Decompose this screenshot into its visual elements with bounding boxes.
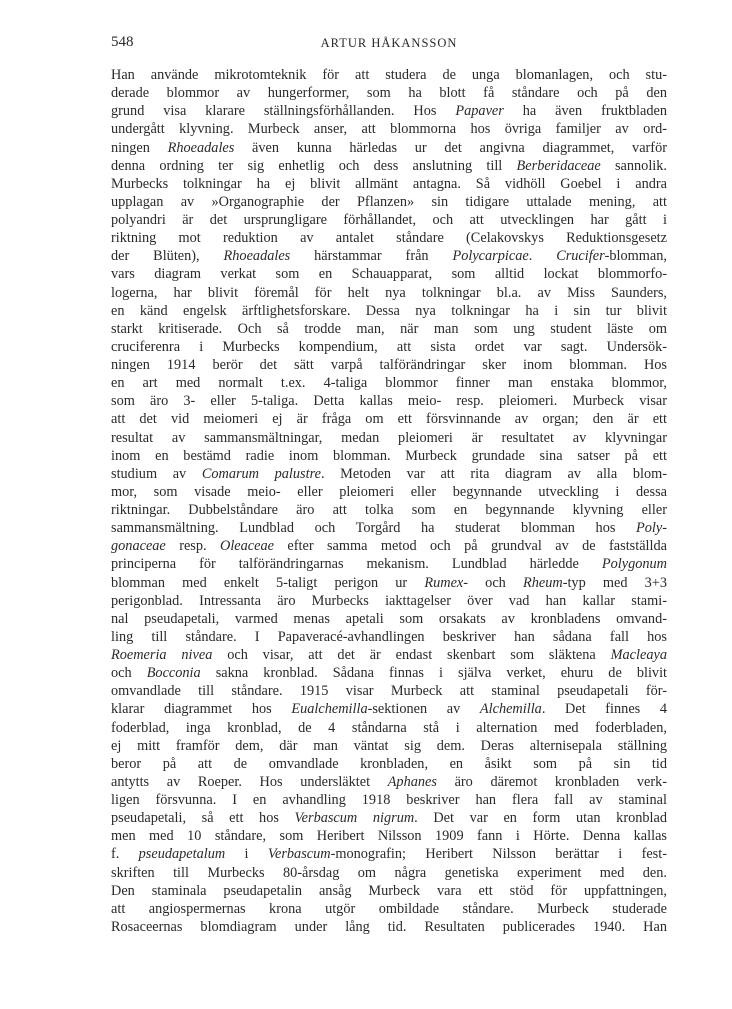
text-segment: att det vid meiomeri ej är fråga om ett försvinnande av organ; den är ett [111,411,667,428]
text-line [111,610,667,628]
text-segment: inom en bestämd radie inom blomman. Murbeck grundade sina satser på ett [111,447,667,464]
text-segment: härstammar från [290,248,453,265]
text-segment: principerna för talförändringarnas mekanism. Lundblad härledde [111,556,602,573]
text-segment: der Blüten), [111,248,224,265]
text-line [111,139,667,157]
text-segment: starkt kritiserade. Och så trodde man, när man som ung student läste om [111,320,667,337]
italic-term: Rheum [522,574,563,591]
text-line [111,175,667,193]
text-segment: även kunna härledas ur det angivna diagrammet, varför [234,139,667,156]
text-line [111,247,667,265]
text-line [111,66,667,84]
text-line [111,519,667,537]
italic-term: Papaver [455,103,504,120]
text-line [111,900,667,918]
italic-term: Rhoeadales [167,139,235,156]
text-line [111,737,667,755]
text-segment: sakna kronblad. Sådana finnas i själva verket, ehuru de blivit [200,665,668,682]
text-line [111,827,667,845]
text-segment: ej mitt framför dem, där man väntat sig dem. Deras alternisepala ställning [111,737,667,754]
text-segment: . Det var en form utan kronblad [414,810,667,827]
text-line [111,284,667,302]
text-line [111,193,667,211]
text-segment: . Det finnes 4 [541,701,668,718]
text-segment: beror på att de omvandlade kronbladen, en åsikt som på sin tid [111,755,667,772]
italic-term: Berberidaceae [516,157,601,174]
italic-term: Macleaya [610,647,667,663]
text-line [111,302,667,320]
text-segment: ningen [111,139,168,156]
text-segment: Den staminala pseudapetalin ansåg Murbeck vara ett stöd för uppfattningen, [111,882,667,899]
text-segment: . Metoden var att rita diagram av alla blom- [320,465,668,482]
text-segment: -typ med 3+3 [562,574,667,591]
text-segment: perigonblad. Intressanta äro Murbecks iakttagelser över vad han kallar stami- [111,592,667,609]
italic-term: Roemeria nivea [111,647,213,663]
text-line [111,338,667,356]
text-segment: Rosaceernas blomdiagram under lång tid. Resultaten publicerades 1940. Han [111,918,667,935]
text-segment: resultat av sammansmältningar, medan pleiomeri är resultatet av klyvningar [111,429,667,446]
text-line [111,791,667,809]
italic-term: Verbascum nigrum [294,810,415,827]
italic-term: Eualchemilla [291,701,368,718]
text-segment: som äro 3- eller 5-taliga. Detta kallas meio- resp. pleiomeri. Murbeck visar [111,393,667,410]
text-segment: och [111,665,147,682]
text-line [111,265,667,283]
text-segment: studium av [111,465,202,482]
page-header [111,34,667,54]
text-line [111,429,667,447]
text-line [111,755,667,773]
text-segment: -sektionen av [367,701,480,718]
text-segment: men med 10 ståndare, som Heribert Nilsson 1909 fann i Hörte. Denna kallas [111,828,667,845]
text-segment: -blomman, [604,248,667,265]
text-line [111,664,667,682]
text-segment: logerna, har blivit föremål för helt nya tolkningar bl.a. av Miss Saunders, [111,284,667,301]
text-segment: grund visa klarare ställningsförhållanden. Hos [111,103,456,120]
text-segment: . [528,248,557,265]
text-segment: denna ordning ter sig enhetlig och dess anslutning till [111,157,517,174]
italic-term: pseudapetalum [138,846,226,863]
text-segment: - och [463,574,523,591]
text-line [111,102,667,120]
text-segment: f. [111,846,139,863]
text-segment: en art med normalt t.ex. 4-taliga blommor finner man enstaka blommor, [111,375,667,392]
text-line [111,646,667,664]
italic-term: Verbascum [267,846,331,863]
text-segment: foderblad, inga kronblad, de 4 ståndarna stå i alternation med foderbladen, [111,719,667,736]
text-line [111,229,667,247]
text-line [111,882,667,900]
page-number: 548 [111,34,134,50]
text-segment: sannolik. [600,157,667,174]
text-segment: antytts av Roeper. Hos undersläktet [111,773,388,790]
text-segment: äro däremot kronbladen verk- [436,773,668,790]
text-line [111,410,667,428]
text-segment: riktningar. Dubbelståndare äro att tolka som en begynnande klyvning eller [111,502,667,518]
text-segment: pseudapetali, så ett hos [111,810,295,827]
text-line [111,682,667,700]
text-segment: en känd engelsk ärftlighetsforskare. Dessa nya tolkningar ha i sin tur blivit [111,302,667,319]
text-segment: blomman med enkelt 5-taligt perigon ur [111,574,425,591]
italic-term: Polygonum [601,556,667,573]
text-segment: skriften till Murbecks 80-årsdag om några genetiska experiment med den. [111,864,667,881]
text-segment: Murbecks tolkningar ha ej blivit allmänt antagna. Så vidhöll Goebel i andra [111,175,667,192]
text-line [111,809,667,827]
text-segment: resp. [165,538,220,555]
text-segment: undergått klyvning. Murbeck anser, att blommorna hos övriga familjer av ord- [111,121,667,138]
text-segment: nal pseudapetali, varmed menas apetali som orsakats av kronbladens omvand- [111,610,667,627]
text-line [111,211,667,229]
text-segment: sammansmältning. Lundblad och Torgård ha studerat blomman hos [111,520,637,537]
text-line [111,501,667,519]
italic-term: Alchemilla [479,701,542,718]
text-segment: ling till ståndare. I Papaveracé-avhandlingen beskriver han sådana fall hos [111,628,667,645]
body-text [111,66,667,936]
text-line [111,555,667,573]
text-line [111,628,667,646]
text-line [111,773,667,791]
text-segment: klarar diagrammet hos [111,701,292,718]
text-line [111,120,667,138]
text-line [111,864,667,882]
italic-term: Crucifer [556,248,605,265]
text-line [111,845,667,863]
text-line [111,84,667,102]
text-segment: i [225,846,268,863]
text-segment: efter samma metod och på grundval av de fastställda [273,538,667,555]
text-line [111,918,667,936]
text-line [111,465,667,483]
text-segment: upplagan av »Organographie der Pflanzen» sin tidigare uttalade mening, att [111,193,667,210]
running-head: ARTUR HÅKANSSON [320,36,458,50]
text-segment: derade blommor av hungerformer, som ha blott få ståndare och på den [111,85,667,102]
text-segment: omvandlade till ståndare. 1915 visar Murbeck att staminal pseudapetali för- [111,683,667,700]
italic-term: Aphanes [387,773,437,790]
text-segment: att angiospermernas krona utgör ombildade ståndare. Murbeck studerade [111,900,667,917]
text-line [111,374,667,392]
text-segment: polyandri är det ursprungligare förhållandet, och att utvecklingen har gått i [111,212,667,228]
text-line [111,157,667,175]
italic-term: Rhoeadales [223,248,291,265]
text-line [111,719,667,737]
italic-term: Bocconia [146,665,201,682]
text-segment: vars diagram verkat som en Schauapparat, som alltid lockat blommorfo- [111,266,667,283]
text-line [111,537,667,555]
text-segment: ligen försvunna. I en avhandling 1918 beskriver han flera fall av staminal [111,792,667,808]
italic-term: Rumex [424,574,464,591]
text-segment: cruciferenra i Murbecks kompendium, att sista ordet var sagt. Undersök- [111,338,667,355]
text-segment: och visar, att det är endast skenbart som släktena [212,647,611,663]
italic-term: Poly- [636,520,667,537]
text-segment: mor, som visade meio- eller pleiomeri eller begynnande utveckling i dessa [111,483,667,500]
italic-term: gonaceae [111,538,166,555]
text-line [111,392,667,410]
text-segment: ha även fruktbladen [503,103,667,120]
italic-term: Comarum palustre [201,465,321,482]
italic-term: Oleaceae [220,538,274,555]
text-line [111,592,667,610]
text-line [111,574,667,592]
text-line [111,483,667,501]
text-segment: riktning mot reduktion av antalet ståndare (Celakovskys Reduktionsgesetz [111,230,667,247]
text-line [111,356,667,374]
text-segment: Han använde mikrotomteknik för att studera de unga blomanlagen, och stu- [111,67,667,83]
text-segment: -monografin; Heribert Nilsson berättar i fest- [330,846,667,863]
text-line [111,700,667,718]
text-segment: ningen 1914 berör det sätt varpå talförändringar sker inom blomman. Hos [111,357,667,373]
italic-term: Polycarpicae [452,248,529,265]
text-line [111,447,667,465]
text-line [111,320,667,338]
